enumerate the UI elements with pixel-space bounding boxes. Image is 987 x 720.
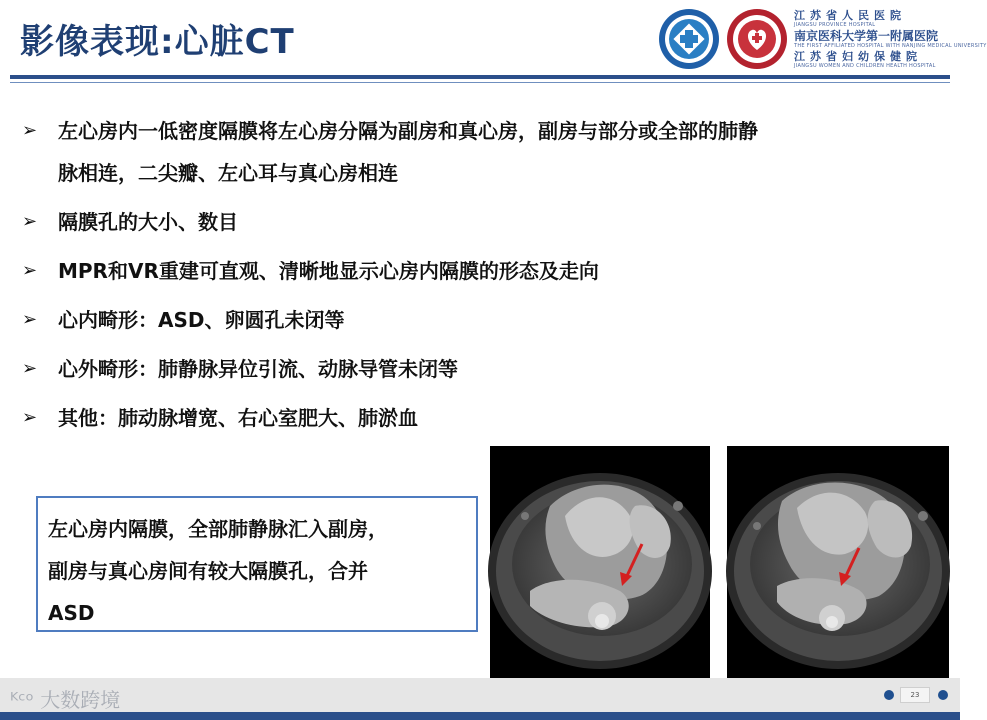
bullet-text: 隔膜孔的大小、数目 [58,210,238,234]
bullet-text: 左心房内一低密度隔膜将左心房分隔为副房和真心房，副房与部分或全部的肺静 [58,119,758,143]
arrow-bullet-icon: ➢ [22,120,38,141]
watermark [10,684,120,713]
hospital-name-1-en: JIANGSU PROVINCE HOSPITAL [794,22,876,28]
hospital-name-2: 南京医科大学第一附属医院 [794,29,939,43]
bullet-item [20,299,930,341]
arrow-bullet-icon: ➢ [22,211,38,232]
ct-image-1 [490,446,710,684]
bullet-text-cont: 脉相连，二尖瓣、左心耳与真心房相连 [58,161,398,185]
caption-line: 左心房内隔膜，全部肺静脉汇入副房， [48,517,388,541]
bullet-item [20,110,930,194]
page-number: 23 [900,687,930,703]
hospital-name-2-en: THE FIRST AFFILIATED HOSPITAL WITH NANJING MEDICAL UNIVERSITY [794,43,987,49]
bullet-text: MPR和VR重建可直观、清晰地显示心房内隔膜的形态及走向 [58,259,599,283]
bullet-item [20,348,930,390]
nav-dot-icon [884,690,894,700]
arrow-bullet-icon: ➢ [22,260,38,281]
footer-bar [0,678,960,712]
hospital-name-1: 江苏省人民医院 [794,9,906,22]
header-divider-thin [10,82,950,83]
ct-image-2 [727,446,949,684]
bullet-text: 其他：肺动脉增宽、右心室肥大、肺淤血 [58,406,418,430]
bullet-item [20,250,930,292]
slide-title: 影像表现:心脏CT [20,22,295,62]
image-caption-box [36,496,478,632]
watermark-text: 大数跨境 [40,688,121,712]
header-divider [10,75,950,79]
bullet-text: 心外畸形：肺静脉异位引流、动脉导管未闭等 [58,357,458,381]
footer-strip [0,712,960,720]
bullet-item [20,201,930,243]
caption-line: ASD [48,601,95,625]
bullet-item [20,397,930,439]
arrow-bullet-icon: ➢ [22,358,38,379]
maternal-child-hospital-logo [726,8,788,70]
bullet-list [20,110,930,446]
arrow-bullet-icon: ➢ [22,407,38,428]
arrow-bullet-icon: ➢ [22,309,38,330]
caption-line: 副房与真心房间有较大隔膜孔，合并 [48,559,368,583]
nav-dot-icon [938,690,948,700]
hospital-name-3-en: JIANGSU WOMEN AND CHILDREN HEALTH HOSPITAL [794,63,936,69]
watermark-logo-icon: ᴷᶜᵒ [10,688,41,712]
jiangsu-province-hospital-logo [658,8,720,70]
hospital-name-3: 江苏省妇幼保健院 [794,50,922,63]
bullet-text: 心内畸形：ASD、卵圆孔未闭等 [58,308,345,332]
